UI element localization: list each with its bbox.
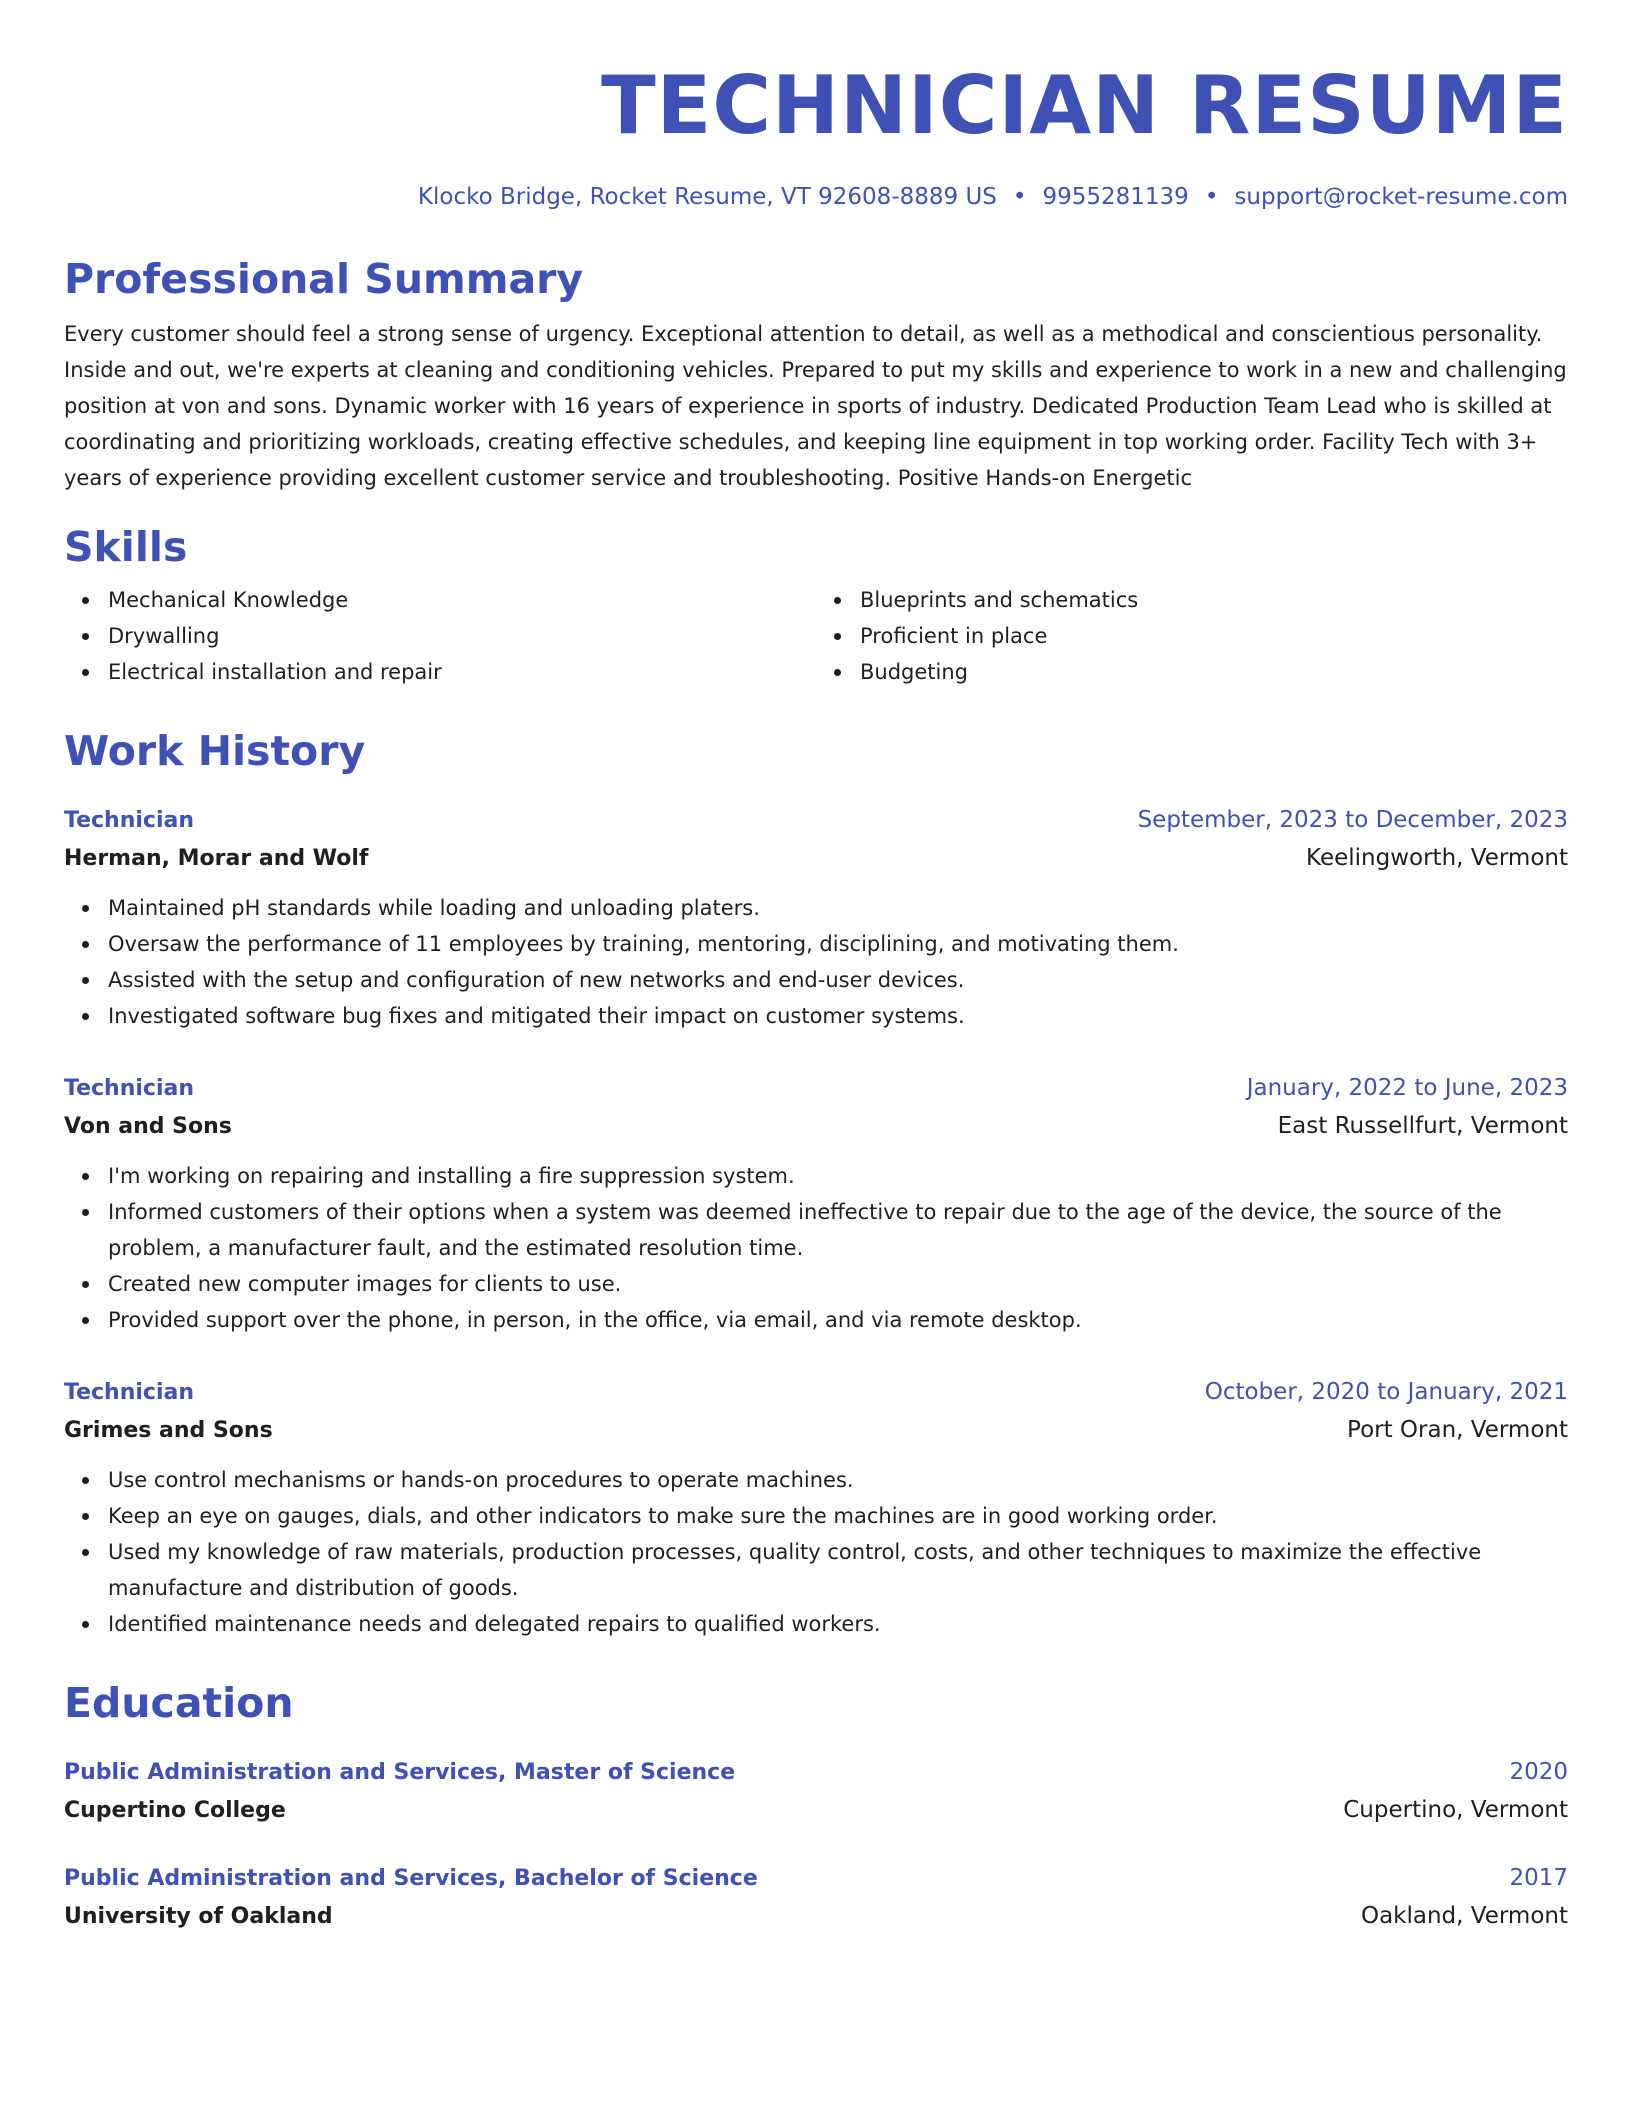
job-title: Technician bbox=[64, 1076, 195, 1101]
education-location: Cupertino, Vermont bbox=[1343, 1797, 1568, 1823]
contact-email[interactable]: support@rocket-resume.com bbox=[1234, 184, 1568, 210]
skills-column-left bbox=[64, 582, 816, 690]
job-bullet: Informed customers of their options when a system was deemed ineffective to repair due to the age of the device, the source of the problem, a manufacturer fault, and the estimated resolution time. bbox=[108, 1194, 1568, 1266]
skill-item: Drywalling bbox=[108, 618, 816, 654]
job-bullet: I'm working on repairing and installing a fire suppression system. bbox=[108, 1158, 1568, 1194]
job-bullet: Oversaw the performance of 11 employees by training, mentoring, disciplining, and motivating them. bbox=[108, 926, 1568, 962]
contact-separator: • bbox=[1204, 184, 1219, 210]
education-year: 2017 bbox=[1509, 1865, 1568, 1891]
job-dates: January, 2022 to June, 2023 bbox=[1246, 1075, 1568, 1101]
resume-title: TECHNICIAN RESUME bbox=[601, 59, 1568, 152]
job-bullet: Provided support over the phone, in person, in the office, via email, and via remote desktop. bbox=[108, 1302, 1568, 1338]
job-title: Technician bbox=[64, 808, 195, 833]
summary-text: Every customer should feel a strong sense of urgency. Exceptional attention to detail, as well as a methodical and conscientious personality. Inside and out, we're experts at cleaning and conditioning vehicles. Prepared to put my skills and experience to work in a new and challenging position at von and sons. Dynamic worker with 16 years of experience in sports of industry. Dedicated Production Team Lead who is skilled at coordinating and prioritizing workloads, creating effective schedules, and keeping line equipment in top working order. Facility Tech with 3+ years of experience providing excellent customer service and troubleshooting. Positive Hands-on Energetic bbox=[64, 322, 1567, 490]
job-bullet: Keep an eye on gauges, dials, and other indicators to make sure the machines are in good working order. bbox=[108, 1498, 1568, 1534]
job-bullet: Created new computer images for clients to use. bbox=[108, 1266, 1568, 1302]
job-location: Keelingworth, Vermont bbox=[1306, 845, 1568, 871]
job-location: Port Oran, Vermont bbox=[1347, 1417, 1568, 1443]
job-bullet: Maintained pH standards while loading and unloading platers. bbox=[108, 890, 1568, 926]
skill-item: Blueprints and schematics bbox=[860, 582, 1568, 618]
job-bullet: Identified maintenance needs and delegated repairs to qualified workers. bbox=[108, 1606, 1568, 1642]
job-entry bbox=[64, 1070, 1568, 1338]
job-dates: October, 2020 to January, 2021 bbox=[1204, 1379, 1568, 1405]
job-bullets bbox=[64, 890, 1568, 1034]
education-degree: Public Administration and Services, Master of Science bbox=[64, 1760, 736, 1785]
job-bullet: Assisted with the setup and configuration of new networks and end-user devices. bbox=[108, 962, 1568, 998]
education-degree: Public Administration and Services, Bachelor of Science bbox=[64, 1866, 758, 1891]
job-company: Von and Sons bbox=[64, 1114, 232, 1139]
skills-grid bbox=[64, 582, 1568, 690]
job-entry bbox=[64, 1374, 1568, 1642]
job-entry bbox=[64, 802, 1568, 1034]
education-school: Cupertino College bbox=[64, 1798, 286, 1823]
skills-column-right bbox=[816, 582, 1568, 690]
education-entry bbox=[64, 1754, 1568, 1830]
contact-phone: 9955281139 bbox=[1042, 184, 1189, 210]
job-bullets bbox=[64, 1462, 1568, 1642]
job-bullets bbox=[64, 1158, 1568, 1338]
contact-line bbox=[64, 180, 1568, 214]
education-school: University of Oakland bbox=[64, 1904, 333, 1929]
job-bullet: Used my knowledge of raw materials, production processes, quality control, costs, and other techniques to maximize the effective manufacture and distribution of goods. bbox=[108, 1534, 1568, 1606]
job-dates: September, 2023 to December, 2023 bbox=[1137, 807, 1568, 833]
section-title-work-history: Work History bbox=[64, 727, 366, 775]
job-company: Herman, Morar and Wolf bbox=[64, 846, 369, 871]
contact-address: Klocko Bridge, Rocket Resume, VT 92608-8889 US bbox=[417, 184, 997, 210]
job-title: Technician bbox=[64, 1380, 195, 1405]
job-company: Grimes and Sons bbox=[64, 1418, 273, 1443]
skill-item: Mechanical Knowledge bbox=[108, 582, 816, 618]
section-title-summary: Professional Summary bbox=[64, 255, 584, 303]
education-location: Oakland, Vermont bbox=[1360, 1903, 1568, 1929]
section-title-education: Education bbox=[64, 1679, 294, 1727]
education-year: 2020 bbox=[1509, 1759, 1568, 1785]
skill-item: Electrical installation and repair bbox=[108, 654, 816, 690]
skill-item: Budgeting bbox=[860, 654, 1568, 690]
job-bullet: Use control mechanisms or hands-on procedures to operate machines. bbox=[108, 1462, 1568, 1498]
job-bullet: Investigated software bug fixes and mitigated their impact on customer systems. bbox=[108, 998, 1568, 1034]
contact-separator: • bbox=[1012, 184, 1027, 210]
job-location: East Russellfurt, Vermont bbox=[1277, 1113, 1568, 1139]
skill-item: Proficient in place bbox=[860, 618, 1568, 654]
section-title-skills: Skills bbox=[64, 523, 188, 571]
education-entry bbox=[64, 1860, 1568, 1936]
